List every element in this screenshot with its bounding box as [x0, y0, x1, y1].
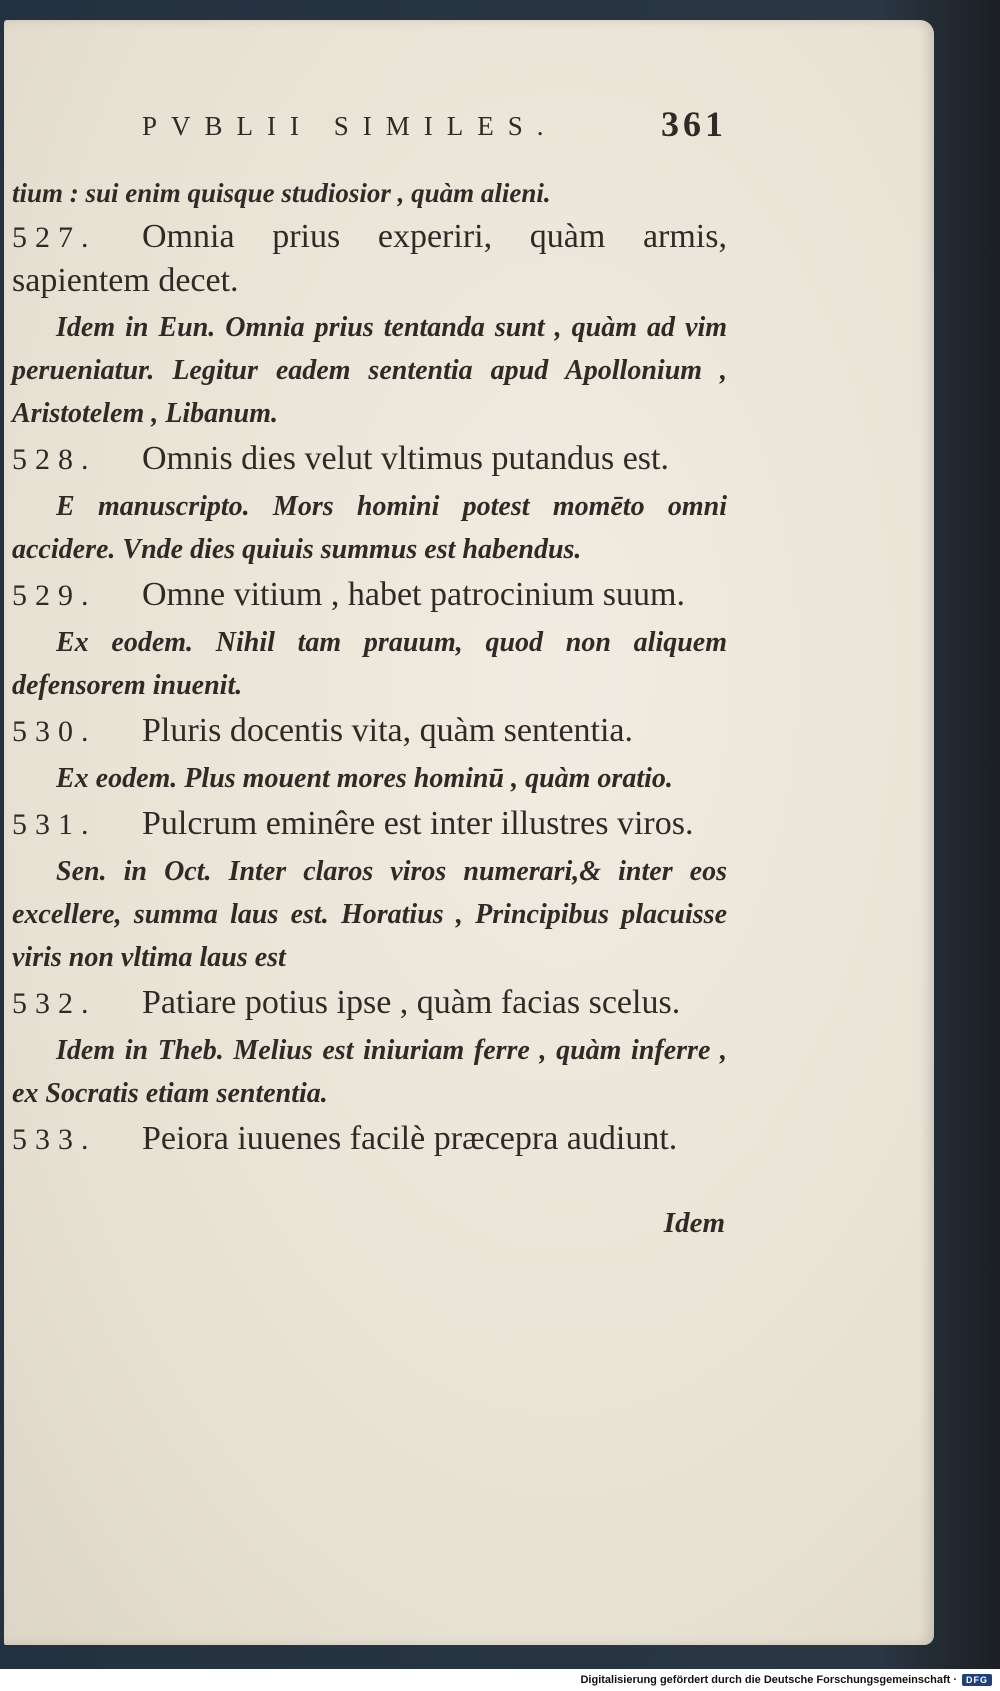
page-number: 361: [661, 104, 727, 144]
maxim-text: Omnis dies velut vltimus putandus est.: [142, 440, 669, 477]
maxim: [12, 437, 727, 481]
commentary: Sen. in Oct. Inter claros viros numerari,& inter eos excellere, summa laus est. Horatius , Principibus placuisse viris non vltima laus est: [12, 856, 727, 973]
entry-533: [12, 1117, 727, 1161]
maxim: [12, 1117, 727, 1161]
maxim: [12, 573, 727, 617]
text-block: [12, 105, 727, 1240]
maxim: [12, 215, 727, 302]
entry-528: [12, 437, 727, 571]
maxim-number: 531.: [12, 808, 97, 841]
commentary: Idem in Theb. Melius est iniuriam ferre , quàm inferre , ex Socratis etiam sententia.: [12, 1035, 727, 1109]
maxim-number: 533.: [12, 1123, 97, 1156]
maxim-text: Pluris docentis vita, quàm sententia.: [142, 712, 634, 749]
commentary: Ex eodem. Nihil tam prauum, quod non aliquem defensorem inuenit.: [12, 627, 727, 701]
maxim-text: Omnia prius experiri, quàm armis, sapientem decet.: [12, 218, 727, 299]
dfg-logo-icon: DFG: [962, 1674, 992, 1686]
maxim-text: Patiare potius ipse , quàm facias scelus.: [142, 984, 681, 1021]
maxim-text: Peiora iuuenes facilè præcepra audiunt.: [142, 1120, 678, 1157]
maxim: [12, 802, 727, 846]
commentary: Idem in Eun. Omnia prius tentanda sunt , quàm ad vim perueniatur. Legitur eadem sententia apud Apollonium , Aristotelem , Libanum.: [12, 312, 727, 429]
catchword: Idem: [663, 1207, 725, 1239]
maxim-text: Omne vitium , habet patrocinium suum.: [142, 576, 685, 613]
entry-531: [12, 802, 727, 979]
maxim: [12, 709, 727, 753]
digitization-footer: [0, 1669, 1000, 1691]
running-head: [12, 105, 727, 171]
commentary: E manuscripto. Mors homini potest momēto omni accidere. Vnde dies quiuis summus est habendus.: [12, 491, 727, 565]
maxim: [12, 981, 727, 1025]
running-head-title: PVBLII SIMILES.: [142, 111, 558, 141]
maxim-text: Pulcrum eminêre est inter illustres viros.: [142, 805, 694, 842]
maxim-number: 532.: [12, 987, 97, 1020]
maxim-number: 527.: [12, 221, 97, 254]
maxim-number: 530.: [12, 715, 97, 748]
footer-credit: Digitalisierung gefördert durch die Deutsche Forschungsgemeinschaft ·: [580, 1674, 957, 1686]
maxim-number: 528.: [12, 443, 97, 476]
entry-527: [12, 215, 727, 435]
commentary: Ex eodem. Plus mouent mores hominū , quàm oratio.: [56, 763, 673, 794]
entry-530: [12, 709, 727, 800]
maxim-number: 529.: [12, 579, 97, 612]
entry-532: [12, 981, 727, 1115]
book-page: [4, 20, 934, 1645]
carryover-line: tium : sui enim quisque studiosior , quàm alieni.: [12, 178, 551, 208]
entry-529: [12, 573, 727, 707]
